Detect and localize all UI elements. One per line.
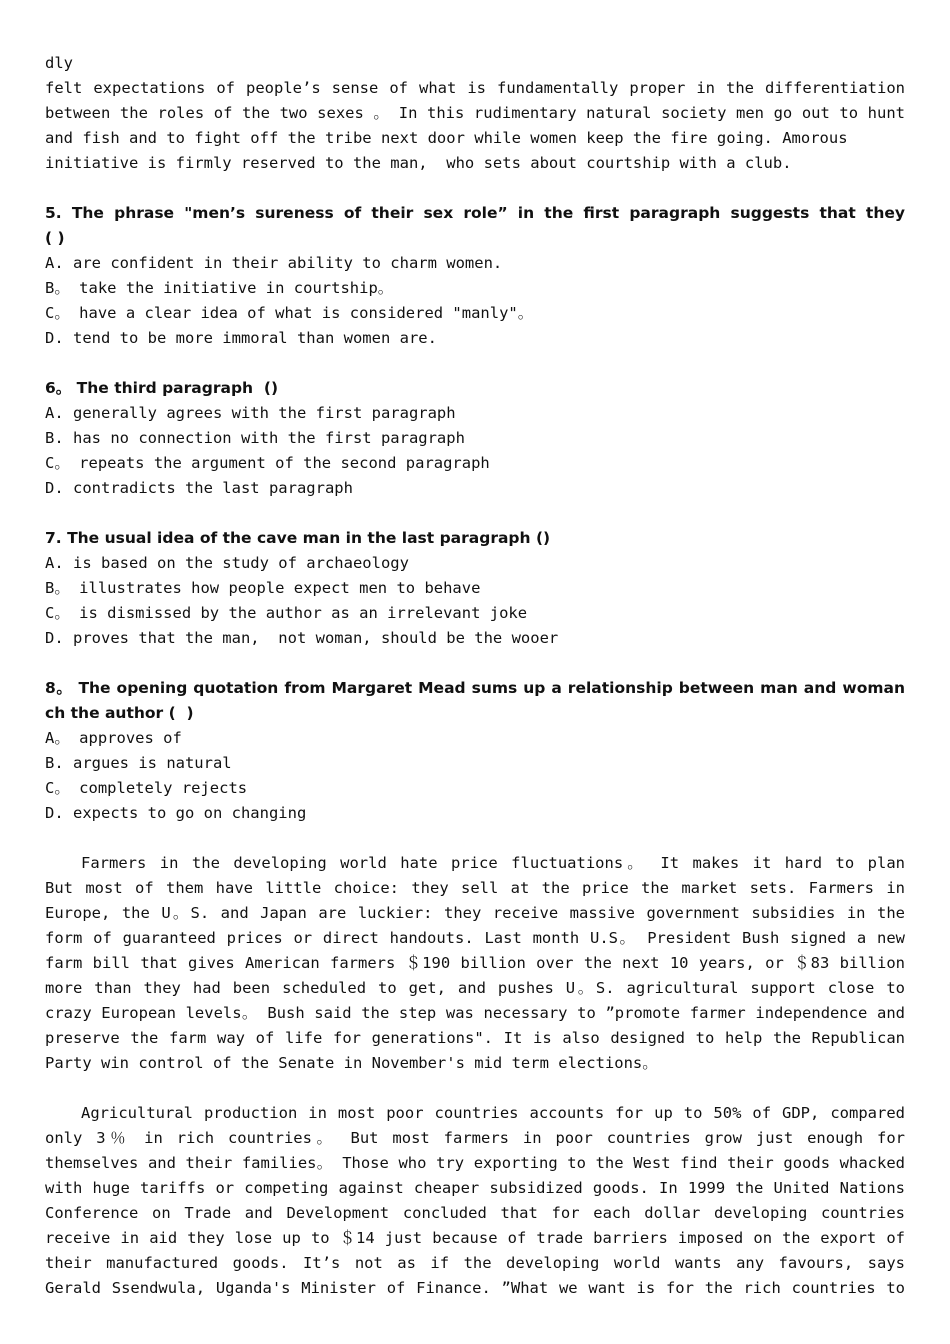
- question-stem: 5. The phrase "men’s sureness of their sex role” in the first paragraph suggests that they: [45, 204, 905, 222]
- question-5: [45, 201, 905, 351]
- text-line: preserve the farm way of life for generations". It is also designed to help the Republican: [45, 1029, 905, 1047]
- question-option: B. argues is natural: [45, 754, 232, 772]
- text-line: more than they had been scheduled to get, and pushes U。S. agricultural support close to: [45, 979, 905, 997]
- spacer: [45, 176, 905, 201]
- question-7: [45, 526, 905, 651]
- question-stem: 7. The usual idea of the cave man in the last paragraph (): [45, 529, 551, 547]
- text-line: and fish and to fight off the tribe next door while women keep the fire going. Amorous: [45, 129, 848, 147]
- question-stem: ch the author ( ): [45, 704, 194, 722]
- question-option: D. proves that the man, not woman, should be the wooer: [45, 629, 559, 647]
- text-line: with huge tariffs or competing against cheaper subsidized goods. In 1999 the United Nations: [45, 1179, 905, 1197]
- spacer: [45, 351, 905, 376]
- agriculture-paragraph: [45, 1101, 905, 1301]
- question-option: A. is based on the study of archaeology: [45, 554, 409, 572]
- text-line: Europe, the U。S. and Japan are luckier: they receive massive government subsidies in the: [45, 904, 905, 922]
- text-line: felt expectations of people’s sense of what is fundamentally proper in the differentiation: [45, 79, 905, 97]
- question-option: D. contradicts the last paragraph: [45, 479, 353, 497]
- question-option: C。 have a clear idea of what is considered "manly"。: [45, 304, 534, 322]
- question-8: [45, 676, 905, 826]
- text-line: initiative is firmly reserved to the man, who sets about courtship with a club.: [45, 154, 792, 172]
- intro-paragraph: [45, 51, 905, 176]
- question-option: A. are confident in their ability to charm women.: [45, 254, 503, 272]
- document-page: [45, 51, 905, 1301]
- text-line: themselves and their families。 Those who try exporting to the West find their goods whacked: [45, 1154, 905, 1172]
- text-line: Agricultural production in most poor countries accounts for up to 50% of GDP, compared: [81, 1104, 905, 1122]
- question-option: C。 is dismissed by the author as an irrelevant joke: [45, 604, 528, 622]
- question-option: B. has no connection with the first paragraph: [45, 429, 465, 447]
- question-stem: 8。 The opening quotation from Margaret Mead sums up a relationship between man and woman: [45, 679, 905, 697]
- farmers-paragraph: [45, 851, 905, 1076]
- text-line: form of guaranteed prices or direct handouts. Last month U.S。 President Bush signed a new: [45, 929, 905, 947]
- text-line: Party win control of the Senate in November's mid term elections。: [45, 1054, 658, 1072]
- spacer: [45, 651, 905, 676]
- text-line: But most of them have little choice: they sell at the price the market sets. Farmers in: [45, 879, 905, 897]
- text-line: between the roles of the two sexes 。 In this rudimentary natural society men go out to hunt: [45, 104, 905, 122]
- question-option: D. tend to be more immoral than women are.: [45, 329, 437, 347]
- question-option: C。 completely rejects: [45, 779, 248, 797]
- question-stem: ( ): [45, 229, 65, 247]
- question-option: C。 repeats the argument of the second paragraph: [45, 454, 490, 472]
- question-option: B。 take the initiative in courtship。: [45, 279, 394, 297]
- text-line: Conference on Trade and Development concluded that for each dollar developing countries: [45, 1204, 905, 1222]
- text-line: crazy European levels。 Bush said the step was necessary to ”promote farmer independence and: [45, 1004, 905, 1022]
- text-line: Farmers in the developing world hate price fluctuations。 It makes it hard to plan: [81, 854, 905, 872]
- question-option: D. expects to go on changing: [45, 804, 307, 822]
- text-line: receive in aid they lose up to ＄14 just because of trade barriers imposed on the export of: [45, 1229, 905, 1247]
- question-6: [45, 376, 905, 501]
- question-option: A。 approves of: [45, 729, 182, 747]
- text-line: their manufactured goods. It’s not as if the developing world wants any favours, says: [45, 1254, 905, 1272]
- spacer: [45, 826, 905, 851]
- text-line: farm bill that gives American farmers ＄190 billion over the next 10 years, or ＄83 billion: [45, 954, 905, 972]
- text-line: dly: [45, 54, 73, 72]
- question-option: B。 illustrates how people expect men to behave: [45, 579, 481, 597]
- question-stem: 6。 The third paragraph (): [45, 379, 279, 397]
- text-line: only 3％ in rich countries。 But most farmers in poor countries grow just enough for: [45, 1129, 905, 1147]
- text-line: Gerald Ssendwula, Uganda's Minister of Finance. ”What we want is for the rich countries to: [45, 1279, 905, 1297]
- spacer: [45, 1076, 905, 1101]
- spacer: [45, 501, 905, 526]
- question-option: A. generally agrees with the first paragraph: [45, 404, 456, 422]
